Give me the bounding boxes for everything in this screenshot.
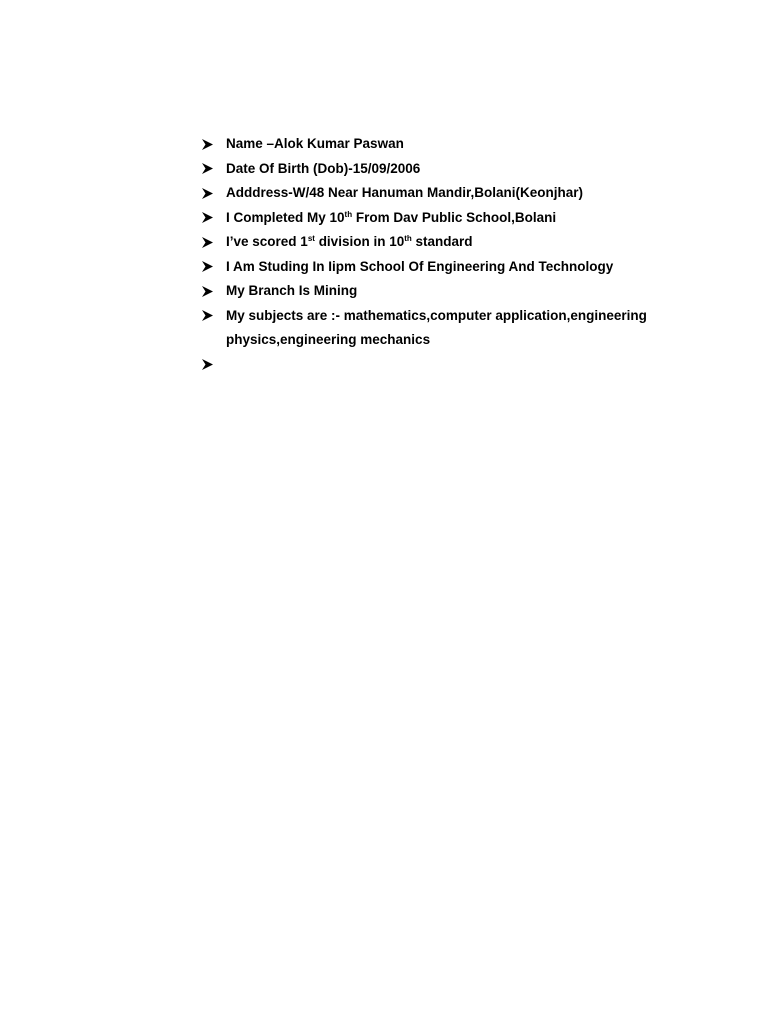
- arrow-bullet-icon: [202, 181, 226, 206]
- text-part: standard: [411, 234, 473, 249]
- text-part: From Dav Public School,Bolani: [352, 209, 557, 225]
- list-item-branch: [202, 279, 672, 304]
- arrow-bullet-icon: [202, 353, 226, 378]
- arrow-bullet-icon: [202, 157, 226, 182]
- list-item-text: [226, 230, 672, 255]
- list-item-college: [202, 255, 672, 280]
- arrow-bullet-icon: [202, 132, 226, 157]
- list-item-score: [202, 230, 672, 255]
- list-item-text: I Am Studing In Iipm School Of Engineering And Technology: [226, 258, 614, 274]
- list-item-dob: [202, 157, 672, 182]
- list-item-school: [202, 206, 672, 231]
- text-part: I Completed My 10: [226, 209, 345, 225]
- list-item-text: Date Of Birth (Dob)-15/09/2006: [226, 160, 421, 176]
- list-item-text: Name –Alok Kumar Paswan: [226, 136, 404, 151]
- superscript: th: [404, 234, 412, 243]
- arrow-bullet-icon: [202, 255, 226, 280]
- list-item-name: [202, 132, 672, 157]
- arrow-bullet-icon: [202, 279, 226, 304]
- list-item-subjects: [202, 304, 672, 353]
- list-item-text: My Branch Is Mining: [226, 283, 358, 298]
- superscript: th: [344, 209, 353, 219]
- list-item-text: My subjects are :- mathematics,computer application,engineering physics,engineering mechanics: [226, 307, 647, 347]
- list-item-text: [226, 206, 672, 231]
- arrow-bullet-icon: [202, 304, 226, 329]
- text-part: I’ve scored 1: [226, 234, 308, 249]
- list-item-text: Adddress-W/48 Near Hanuman Mandir,Bolani(Keonjhar): [226, 185, 584, 200]
- superscript: st: [307, 234, 315, 243]
- arrow-bullet-icon: [202, 206, 226, 231]
- arrow-bullet-icon: [202, 230, 226, 255]
- list-item-empty: [202, 353, 672, 378]
- bullet-list: [202, 132, 672, 377]
- text-part: division in 10: [314, 234, 405, 249]
- list-item-address: [202, 181, 672, 206]
